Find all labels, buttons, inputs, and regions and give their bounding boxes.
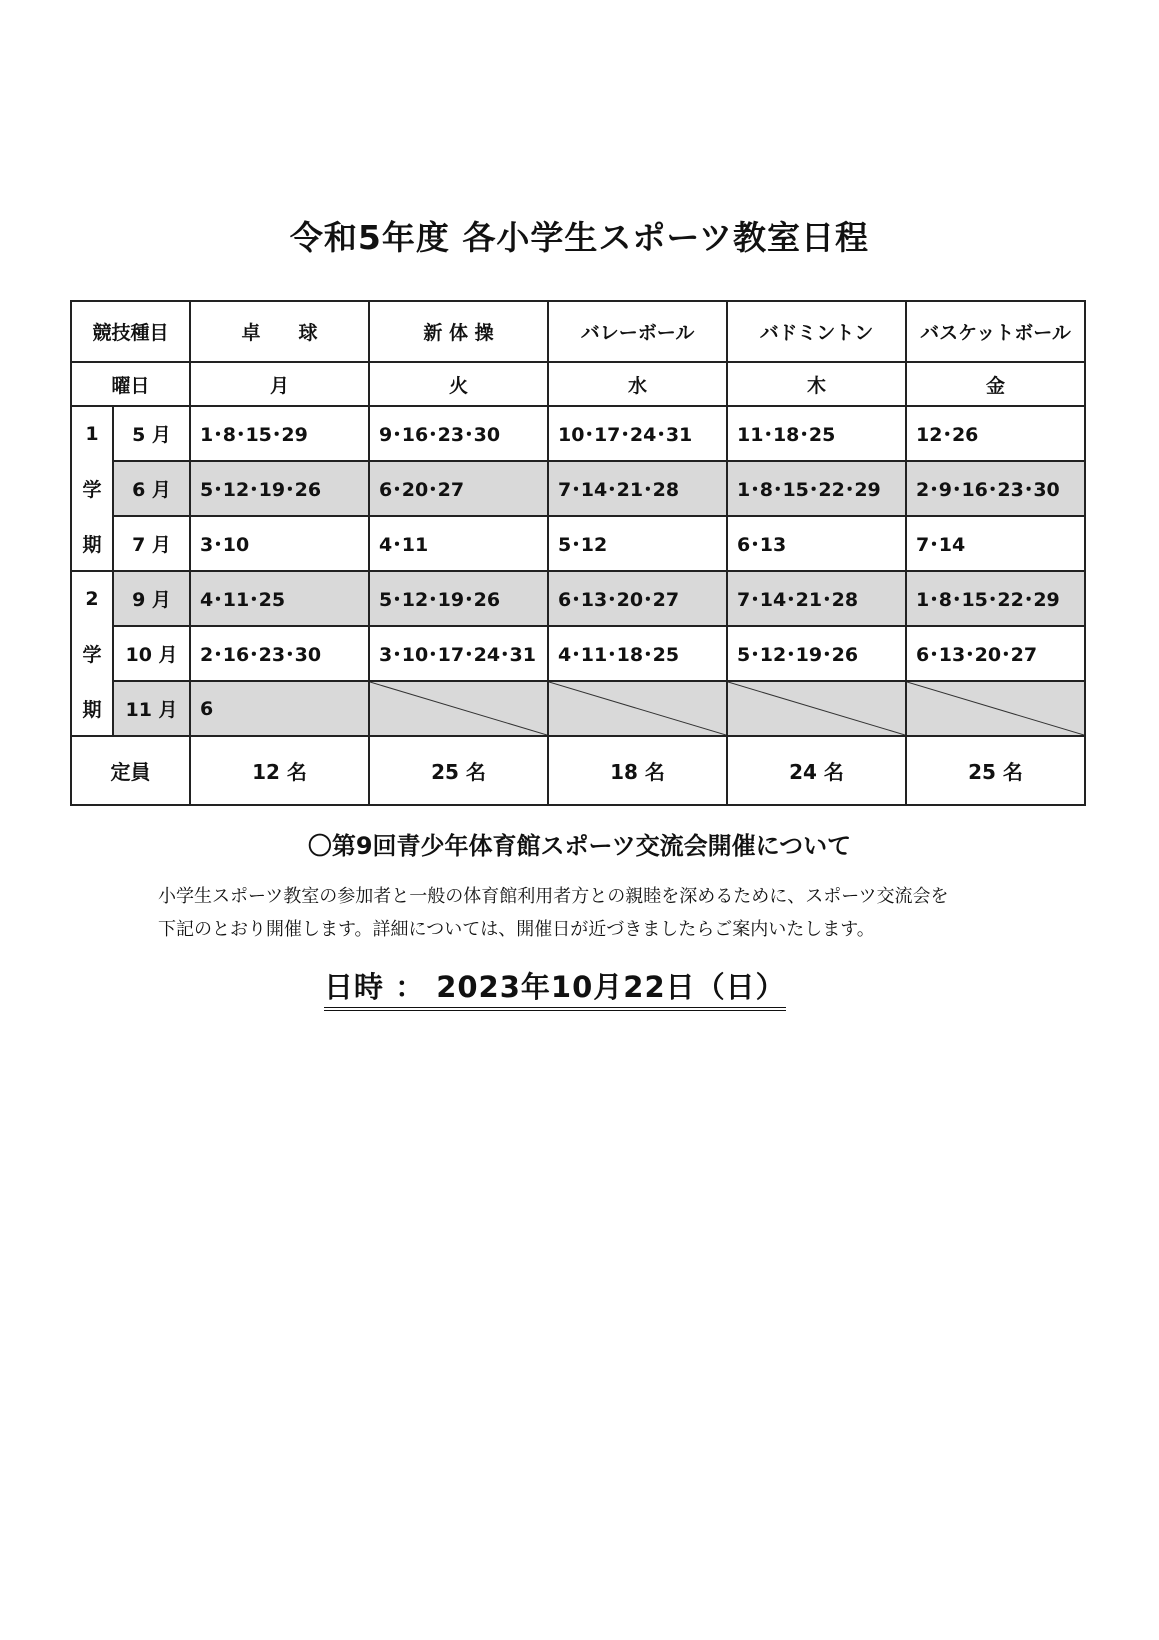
term-label-char: 1 — [71, 406, 113, 461]
sport-header-row — [71, 301, 1085, 362]
capacity-cell: 25 名 — [906, 736, 1085, 805]
capacity-cell: 12 名 — [190, 736, 369, 805]
event-heading: 〇第9回青少年体育館スポーツ交流会開催について — [307, 832, 852, 860]
event-description-line: 下記のとおり開催します。詳細については、開催日が近づきましたらご案内いたします。 — [158, 919, 875, 940]
month-cell: 9 月 — [113, 571, 190, 626]
sport-badminton: バドミントン — [727, 301, 906, 362]
table-row — [71, 571, 1085, 626]
capacity-row — [71, 736, 1085, 805]
weekday-cell: 火 — [369, 362, 548, 406]
date-cell: 6 — [190, 681, 369, 736]
date-cell: 1･8･15･29 — [190, 406, 369, 461]
table-row — [71, 626, 1085, 681]
date-cell: 6･20･27 — [369, 461, 548, 516]
date-cell: 11･18･25 — [727, 406, 906, 461]
date-cell: 6･13･20･27 — [906, 626, 1085, 681]
date-cell: 6･13 — [727, 516, 906, 571]
month-cell: 5 月 — [113, 406, 190, 461]
date-cell: 4･11 — [369, 516, 548, 571]
term-label-char: 2 — [71, 571, 113, 626]
date-cell: 12･26 — [906, 406, 1085, 461]
date-cell: 1･8･15･22･29 — [906, 571, 1085, 626]
diagonal-slash-icon — [549, 682, 726, 735]
month-cell: 11 月 — [113, 681, 190, 736]
capacity-cell: 18 名 — [548, 736, 727, 805]
term-label-char: 期 — [71, 516, 113, 571]
empty-slashed-cell — [369, 681, 548, 736]
term-label-char: 学 — [71, 626, 113, 681]
weekday-cell: 月 — [190, 362, 369, 406]
capacity-label-cell: 定員 — [71, 736, 190, 805]
month-cell: 7 月 — [113, 516, 190, 571]
weekday-cell: 金 — [906, 362, 1085, 406]
date-cell: 7･14 — [906, 516, 1085, 571]
month-cell: 6 月 — [113, 461, 190, 516]
date-cell: 6･13･20･27 — [548, 571, 727, 626]
event-datetime: 日時 ： 2023年10月22日（日） — [324, 965, 786, 1011]
empty-slashed-cell — [548, 681, 727, 736]
event-description — [158, 880, 1078, 946]
sport-volleyball: バレーボール — [548, 301, 727, 362]
month-cell: 10 月 — [113, 626, 190, 681]
header-label-cell: 競技種目 — [71, 301, 190, 362]
date-cell: 5･12･19･26 — [190, 461, 369, 516]
sport-basketball: バスケットボール — [906, 301, 1085, 362]
date-cell: 3･10･17･24･31 — [369, 626, 548, 681]
date-cell: 7･14･21･28 — [548, 461, 727, 516]
term-label-char: 学 — [71, 461, 113, 516]
day-label-cell: 曜日 — [71, 362, 190, 406]
capacity-cell: 25 名 — [369, 736, 548, 805]
table-row — [71, 461, 1085, 516]
date-cell: 1･8･15･22･29 — [727, 461, 906, 516]
sport-table-tennis: 卓 球 — [190, 301, 369, 362]
sport-rhythmic-gymnastics: 新 体 操 — [369, 301, 548, 362]
date-cell: 5･12･19･26 — [369, 571, 548, 626]
table-row — [71, 406, 1085, 461]
schedule-table — [70, 300, 1086, 806]
weekday-row — [71, 362, 1085, 406]
date-cell: 3･10 — [190, 516, 369, 571]
empty-slashed-cell — [727, 681, 906, 736]
table-row — [71, 681, 1085, 736]
date-cell: 5･12 — [548, 516, 727, 571]
diagonal-slash-icon — [907, 682, 1084, 735]
term-label-char: 期 — [71, 681, 113, 736]
diagonal-slash-icon — [370, 682, 547, 735]
empty-slashed-cell — [906, 681, 1085, 736]
date-cell: 7･14･21･28 — [727, 571, 906, 626]
page-title: 令和5年度 各小学生スポーツ教室日程 — [289, 218, 870, 257]
table-row — [71, 516, 1085, 571]
event-description-line: 小学生スポーツ教室の参加者と一般の体育館利用者方との親睦を深めるために、スポーツ交流会を — [158, 886, 949, 907]
date-cell: 4･11･25 — [190, 571, 369, 626]
date-cell: 9･16･23･30 — [369, 406, 548, 461]
capacity-cell: 24 名 — [727, 736, 906, 805]
weekday-cell: 水 — [548, 362, 727, 406]
date-cell: 5･12･19･26 — [727, 626, 906, 681]
date-cell: 2･16･23･30 — [190, 626, 369, 681]
date-cell: 2･9･16･23･30 — [906, 461, 1085, 516]
date-cell: 4･11･18･25 — [548, 626, 727, 681]
weekday-cell: 木 — [727, 362, 906, 406]
diagonal-slash-icon — [728, 682, 905, 735]
date-cell: 10･17･24･31 — [548, 406, 727, 461]
